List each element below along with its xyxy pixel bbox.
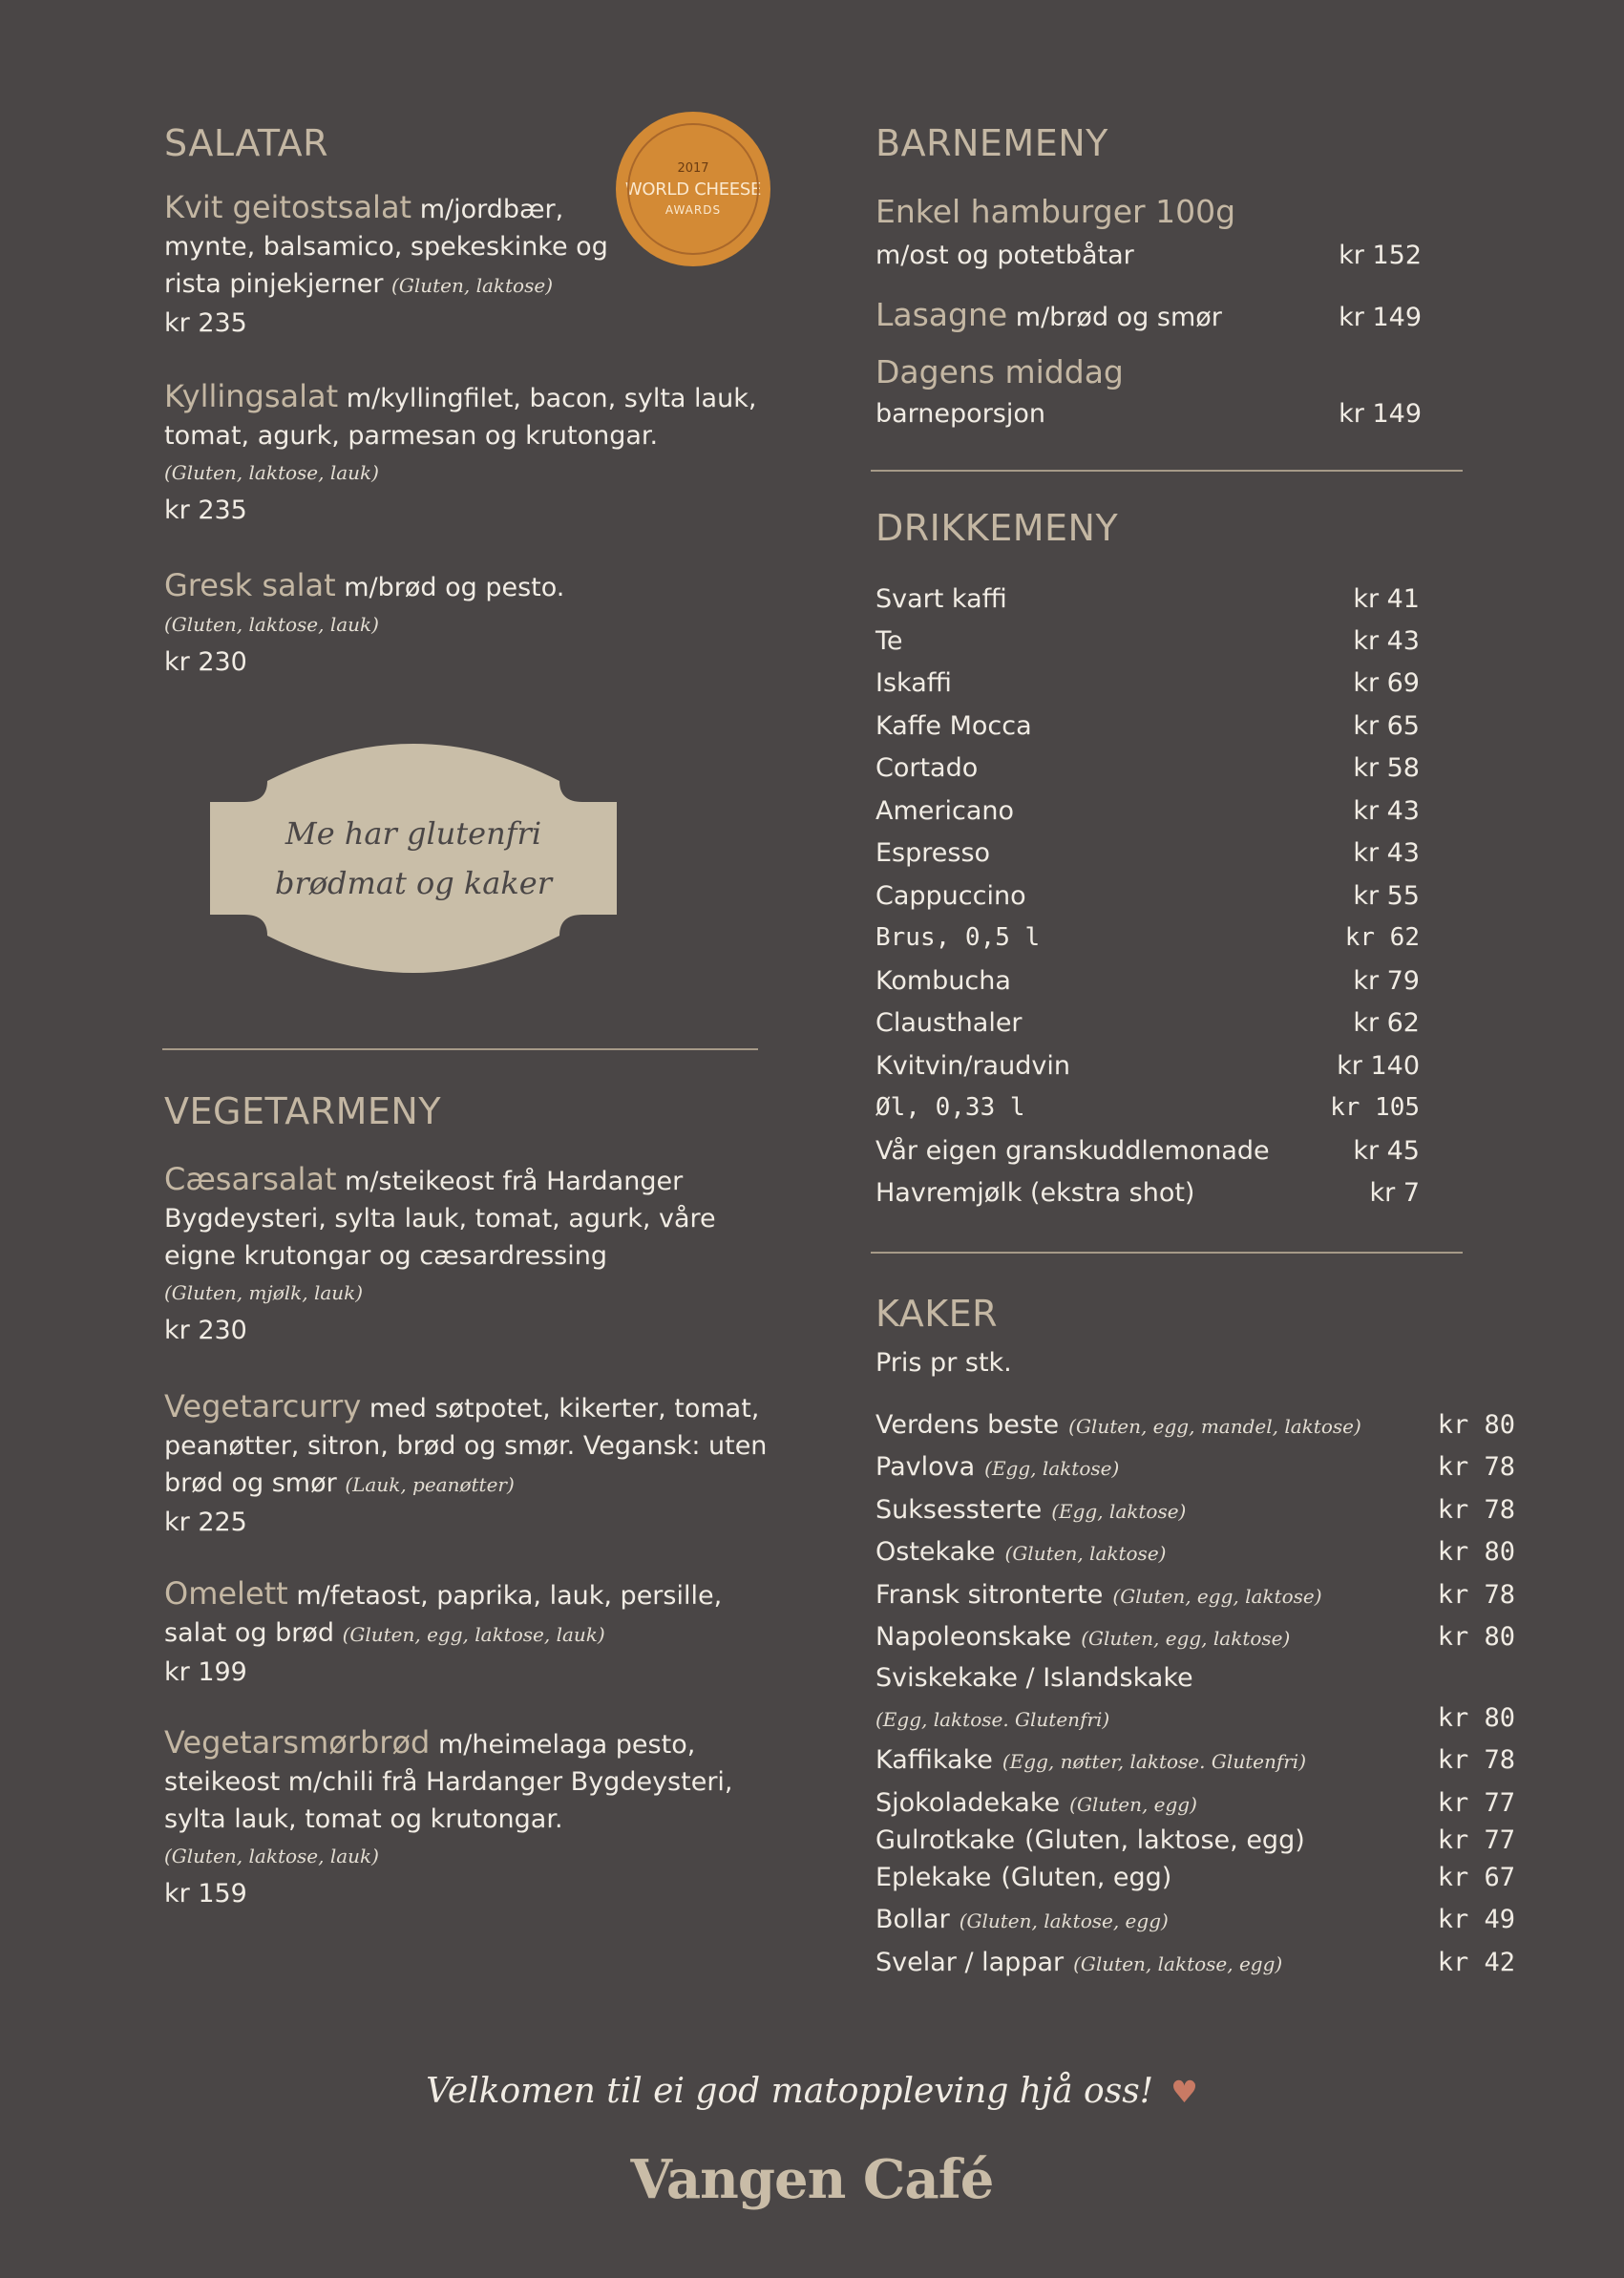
item-price: kr 152 bbox=[1339, 241, 1422, 270]
drink-price: kr 79 bbox=[1353, 966, 1420, 996]
menu-item-dagens-middag-row bbox=[875, 399, 1422, 429]
drink-item bbox=[875, 966, 1420, 996]
item-name: Enkel hamburger 100g bbox=[875, 193, 1236, 230]
cake-name: Bollar bbox=[875, 1905, 950, 1934]
cake-item bbox=[875, 1745, 1515, 1775]
cake-price: kr 80 bbox=[1437, 1410, 1515, 1440]
item-desc: med søtpotet, kikerter, tomat, peanøtter, sitron, brød og smør. Vegansk: uten brød og smør bbox=[164, 1394, 768, 1498]
drink-name: Vår eigen granskuddlemonade bbox=[875, 1136, 1270, 1166]
left-divider bbox=[162, 1048, 758, 1050]
drink-name: Clausthaler bbox=[875, 1008, 1023, 1038]
cake-price: kr 49 bbox=[1437, 1905, 1515, 1934]
cake-allergens: (Egg, laktose) bbox=[1051, 1500, 1187, 1523]
cake-item bbox=[875, 1825, 1515, 1855]
item-desc: m/ost og potetbåtar bbox=[875, 241, 1134, 270]
cake-name: Pavlova bbox=[875, 1452, 976, 1482]
item-name: Lasagne bbox=[875, 296, 1008, 333]
cake-name: Ostekake bbox=[875, 1537, 996, 1567]
drink-price: kr 43 bbox=[1353, 626, 1420, 656]
drink-item bbox=[875, 1178, 1420, 1208]
drikkemeny-heading: DRIKKEMENY bbox=[875, 507, 1119, 549]
drink-item bbox=[875, 584, 1420, 614]
cake-name: Svelar / lappar bbox=[875, 1948, 1065, 1977]
menu-item-hamburger-row bbox=[875, 241, 1422, 270]
drink-item bbox=[875, 711, 1420, 741]
item-name: Omelett bbox=[164, 1575, 288, 1612]
plaque-line-1: Me har glutenfri bbox=[285, 815, 542, 852]
cake-allergens: (Gluten, laktose, egg) bbox=[959, 1909, 1169, 1932]
item-desc: m/jordbær, mynte, balsamico, spekeskinke og rista pinjekjerner bbox=[164, 195, 608, 299]
cake-allergens: (Gluten, egg, laktose) bbox=[1112, 1585, 1322, 1608]
cake-item bbox=[875, 1495, 1515, 1525]
cake-item bbox=[875, 1863, 1515, 1892]
welcome-text: Velkomen til ei god matoppleving hjå oss! bbox=[426, 2072, 1154, 2111]
salatar-heading: SALATAR bbox=[164, 122, 329, 164]
item-desc: barneporsjon bbox=[875, 399, 1045, 429]
drink-name: Iskaffi bbox=[875, 668, 952, 698]
plaque-line-2: brødmat og kaker bbox=[275, 865, 552, 901]
drink-name: Øl, 0,33 l bbox=[875, 1093, 1025, 1122]
drink-price: kr 69 bbox=[1353, 668, 1420, 698]
drink-name: Havremjølk (ekstra shot) bbox=[875, 1178, 1195, 1208]
item-name: Cæsarsalat bbox=[164, 1161, 337, 1197]
cake-price: kr 67 bbox=[1437, 1863, 1515, 1892]
drink-price: kr 105 bbox=[1330, 1093, 1420, 1122]
cake-price: kr 80 bbox=[1437, 1622, 1515, 1652]
cake-price: kr 77 bbox=[1437, 1825, 1515, 1855]
drink-name: Kombucha bbox=[875, 966, 1011, 996]
item-name: Kvit geitostsalat bbox=[164, 189, 412, 225]
drink-price: kr 62 bbox=[1344, 923, 1420, 952]
drink-item bbox=[875, 668, 1420, 698]
drink-item bbox=[875, 923, 1420, 952]
drink-price: kr 55 bbox=[1353, 881, 1420, 911]
drink-name: Svart kaffi bbox=[875, 584, 1007, 614]
cake-name: Fransk sitronterte bbox=[875, 1580, 1104, 1610]
item-allergens: (Gluten, egg, laktose, lauk) bbox=[342, 1623, 605, 1646]
cake-name: Suksessterte bbox=[875, 1495, 1043, 1525]
drink-item bbox=[875, 838, 1420, 868]
item-price: kr 230 bbox=[164, 1316, 247, 1345]
cake-allergens: (Gluten, laktose, egg) bbox=[1073, 1952, 1283, 1975]
plaque-text bbox=[210, 735, 617, 981]
item-desc: m/brød og pesto. bbox=[344, 573, 565, 602]
footer-welcome bbox=[0, 2072, 1624, 2111]
heart-icon: ♥ bbox=[1171, 2074, 1198, 2110]
drink-name: Kaffe Mocca bbox=[875, 711, 1032, 741]
cake-price: kr 77 bbox=[1437, 1788, 1515, 1818]
drink-item bbox=[875, 1136, 1420, 1166]
cake-name: Eplekake bbox=[875, 1863, 992, 1892]
drink-price: kr 43 bbox=[1353, 838, 1420, 868]
kaker-heading: KAKER bbox=[875, 1293, 999, 1335]
gluten-free-plaque bbox=[210, 735, 617, 981]
drink-item bbox=[875, 753, 1420, 783]
item-price: kr 235 bbox=[164, 496, 247, 525]
cake-name: Kaffikake bbox=[875, 1745, 993, 1775]
drink-price: kr 62 bbox=[1353, 1008, 1420, 1038]
item-desc: m/heimelaga pesto, steikeost m/chili frå Hardanger Bygdeysteri, sylta lauk, tomat og krutongar. bbox=[164, 1730, 733, 1834]
item-desc: m/fetaost, paprika, lauk, persille, salat og brød bbox=[164, 1581, 723, 1648]
vegetarmeny-heading: VEGETARMENY bbox=[164, 1090, 442, 1132]
cake-price: kr 80 bbox=[1437, 1537, 1515, 1567]
item-allergens: (Gluten, mjølk, lauk) bbox=[164, 1281, 364, 1304]
item-price: kr 149 bbox=[1339, 303, 1422, 332]
item-desc: m/steikeost frå Hardanger Bygdeysteri, sylta lauk, tomat, agurk, våre eigne krutongar og cæsardressing bbox=[164, 1167, 716, 1271]
barnemeny-heading: BARNEMENY bbox=[875, 122, 1108, 164]
drink-name: Brus, 0,5 l bbox=[875, 923, 1041, 952]
cake-price: kr 42 bbox=[1437, 1948, 1515, 1977]
drink-name: Espresso bbox=[875, 838, 991, 868]
drink-price: kr 41 bbox=[1353, 584, 1420, 614]
world-cheese-awards-badge bbox=[616, 112, 770, 266]
cake-allergens: (Egg, laktose) bbox=[984, 1457, 1120, 1480]
item-name: Vegetarsmørbrød bbox=[164, 1724, 431, 1761]
cake-allergens: (Egg, nøtter, laktose. Glutenfri) bbox=[1002, 1750, 1307, 1773]
cafe-logo: Vangen Café bbox=[630, 2148, 994, 2211]
cake-name: Napoleonskake bbox=[875, 1622, 1072, 1652]
cake-allergens: (Gluten, egg) bbox=[1001, 1863, 1172, 1892]
cake-name: Sjokoladekake bbox=[875, 1788, 1061, 1818]
cake-allergens: (Gluten, laktose, egg) bbox=[1024, 1825, 1305, 1855]
drink-name: Americano bbox=[875, 796, 1015, 826]
item-allergens: (Lauk, peanøtter) bbox=[345, 1473, 515, 1496]
badge-title: WORLD CHEESE bbox=[624, 179, 762, 200]
drink-item bbox=[875, 626, 1420, 656]
drink-item bbox=[875, 1008, 1420, 1038]
cake-item bbox=[875, 1788, 1515, 1818]
cake-item bbox=[875, 1622, 1515, 1652]
item-name: Vegetarcurry bbox=[164, 1388, 362, 1424]
drink-item bbox=[875, 881, 1420, 911]
drink-price: kr 58 bbox=[1353, 753, 1420, 783]
drink-price: kr 65 bbox=[1353, 711, 1420, 741]
menu-item-caesarsalat bbox=[164, 1161, 775, 1349]
menu-item-gresk-salat bbox=[164, 567, 775, 681]
right-divider-2 bbox=[871, 1252, 1463, 1254]
cake-name: Verdens beste bbox=[875, 1410, 1060, 1440]
item-price: kr 149 bbox=[1339, 399, 1422, 429]
menu-item-kyllingsalat bbox=[164, 378, 775, 529]
cake-item bbox=[875, 1410, 1515, 1440]
drink-item bbox=[875, 796, 1420, 826]
item-price: kr 230 bbox=[164, 647, 247, 677]
cake-price: kr 78 bbox=[1437, 1745, 1515, 1775]
item-name: Gresk salat bbox=[164, 567, 336, 603]
cake-item bbox=[875, 1905, 1515, 1934]
cake-allergens: (Gluten, egg, laktose) bbox=[1081, 1627, 1291, 1650]
item-price: kr 225 bbox=[164, 1508, 247, 1537]
drink-price: kr 140 bbox=[1337, 1051, 1420, 1081]
drink-item bbox=[875, 1093, 1420, 1122]
item-price: kr 159 bbox=[164, 1879, 247, 1909]
cake-item bbox=[875, 1703, 1515, 1733]
cake-price: kr 78 bbox=[1437, 1580, 1515, 1610]
kaker-subheading: Pris pr stk. bbox=[875, 1348, 1012, 1378]
item-name: Kyllingsalat bbox=[164, 378, 339, 414]
menu-item-vegetarcurry bbox=[164, 1388, 775, 1541]
badge-ring bbox=[624, 123, 762, 255]
cake-allergens: (Gluten, egg, mandel, laktose) bbox=[1068, 1415, 1361, 1438]
drink-name: Te bbox=[875, 626, 903, 656]
cake-price: kr 80 bbox=[1437, 1703, 1515, 1733]
menu-item-dagens-middag bbox=[875, 353, 1487, 390]
cake-allergens: (Egg, laktose. Glutenfri) bbox=[875, 1708, 1110, 1731]
cake-price: kr 78 bbox=[1437, 1452, 1515, 1482]
item-price: kr 235 bbox=[164, 308, 247, 338]
menu-item-hamburger bbox=[875, 193, 1487, 230]
menu-item-lasagne bbox=[875, 296, 1422, 333]
item-name: Dagens middag bbox=[875, 353, 1124, 390]
cake-allergens: (Gluten, laktose) bbox=[1004, 1542, 1167, 1565]
cake-item bbox=[875, 1452, 1515, 1482]
item-desc: m/brød og smør bbox=[1015, 303, 1222, 332]
drink-name: Kvitvin/raudvin bbox=[875, 1051, 1070, 1081]
cake-price: kr 78 bbox=[1437, 1495, 1515, 1525]
item-allergens: (Gluten, laktose, lauk) bbox=[164, 613, 379, 636]
cake-item-name-only bbox=[875, 1663, 1515, 1693]
cake-item bbox=[875, 1537, 1515, 1567]
drink-name: Cortado bbox=[875, 753, 979, 783]
item-price: kr 199 bbox=[164, 1657, 247, 1687]
menu-item-kvit-geitostsalat bbox=[164, 189, 613, 342]
item-desc: m/kyllingfilet, bacon, sylta lauk, tomat, agurk, parmesan og krutongar. bbox=[164, 384, 757, 451]
cake-item bbox=[875, 1948, 1515, 1977]
item-allergens: (Gluten, laktose, lauk) bbox=[164, 461, 379, 484]
badge-year: 2017 bbox=[677, 161, 709, 176]
drink-price: kr 43 bbox=[1353, 796, 1420, 826]
right-divider-1 bbox=[871, 470, 1463, 472]
item-allergens: (Gluten, laktose, lauk) bbox=[164, 1845, 379, 1867]
cake-name: Sviskekake / Islandskake bbox=[875, 1663, 1193, 1693]
cake-item bbox=[875, 1580, 1515, 1610]
menu-item-omelett bbox=[164, 1575, 775, 1691]
cake-name: Gulrotkake bbox=[875, 1825, 1016, 1855]
drink-price: kr 7 bbox=[1369, 1178, 1420, 1208]
drink-price: kr 45 bbox=[1353, 1136, 1420, 1166]
item-allergens: (Gluten, laktose) bbox=[391, 274, 553, 297]
cake-allergens: (Gluten, egg) bbox=[1069, 1793, 1197, 1816]
badge-sub: AWARDS bbox=[664, 203, 722, 217]
drink-name: Cappuccino bbox=[875, 881, 1026, 911]
drink-item bbox=[875, 1051, 1420, 1081]
menu-item-vegetarsmorbrod bbox=[164, 1724, 775, 1912]
